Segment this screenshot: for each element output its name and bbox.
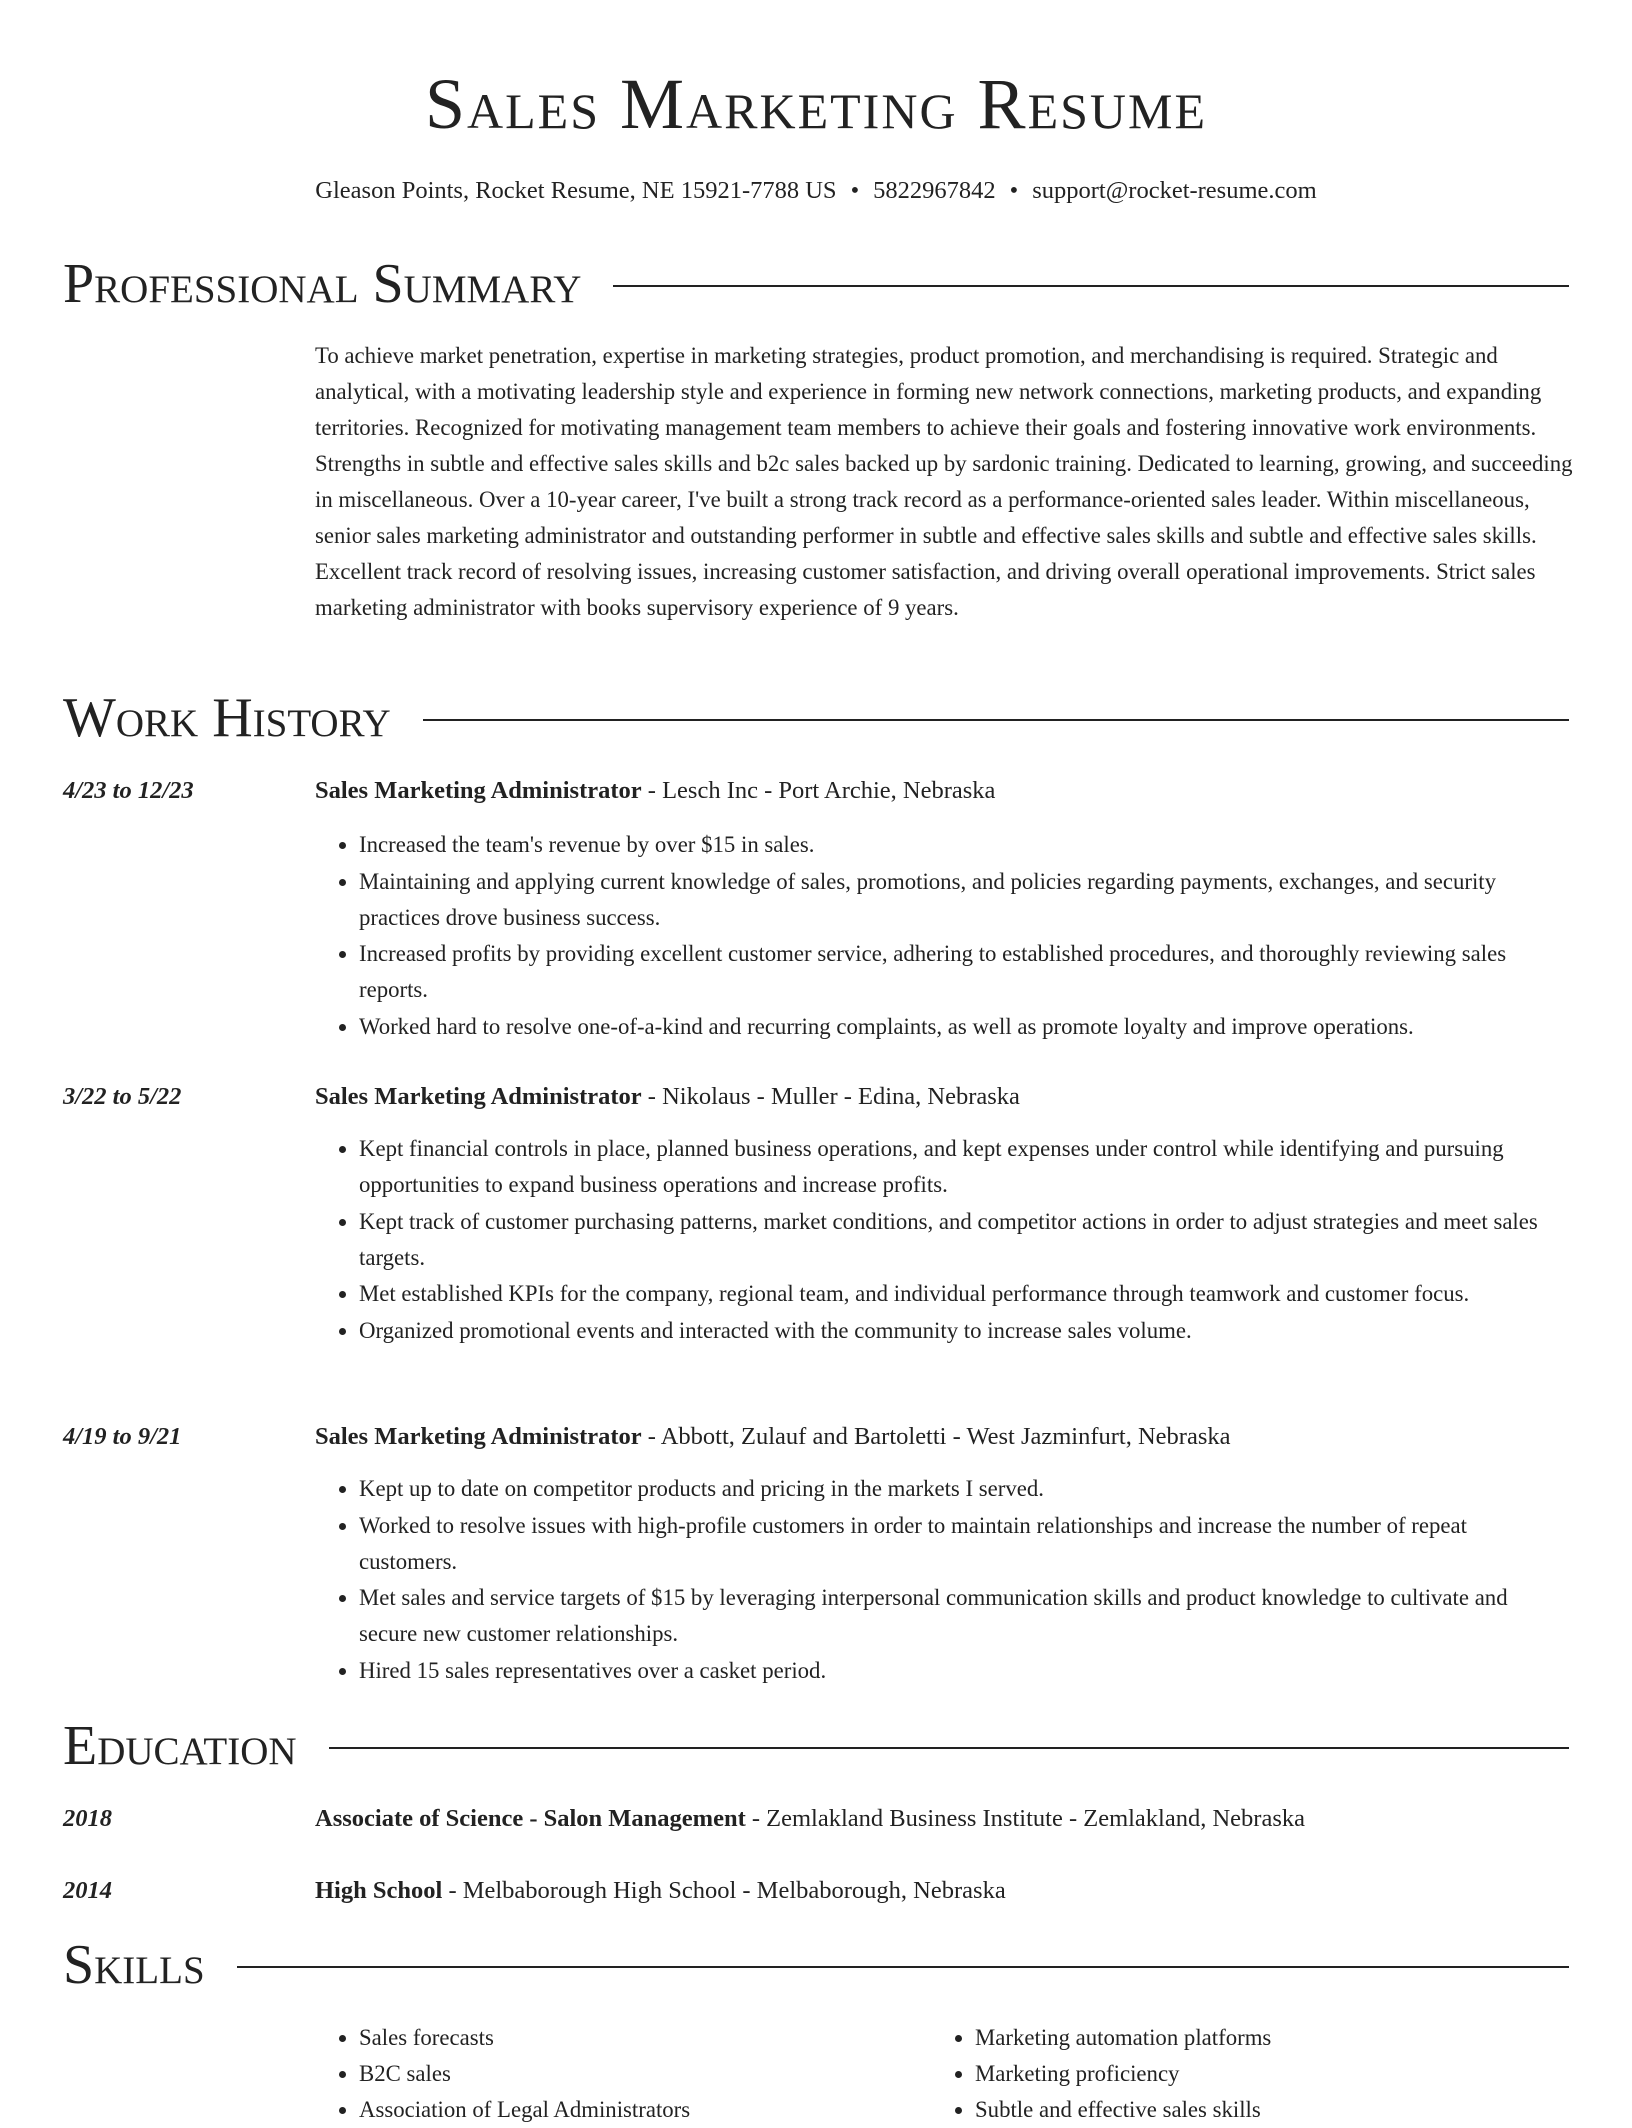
skill-item: • Association of Legal Administrators: [359, 2092, 690, 2128]
summary-heading: Professional Summary: [63, 253, 582, 315]
contact-phone: 5822967842: [873, 177, 996, 204]
job-bullets: [315, 827, 1569, 1045]
resume-title: Sales Marketing Resume: [424, 64, 1208, 144]
education-year: 2014: [63, 1877, 112, 1904]
job-bullet: • Organized promotional events and interacted with the community to increase sales volume.: [359, 1313, 1569, 1349]
contact-separator: •: [850, 177, 860, 204]
job-employer: - Lesch Inc - Port Archie, Nebraska: [641, 777, 996, 804]
job-dates: 4/19 to 9/21: [63, 1423, 182, 1450]
skill-item: • B2C sales: [359, 2056, 690, 2092]
skills-heading: Skills: [63, 1934, 205, 1996]
job-title-line: [315, 1079, 1020, 1115]
section-divider: [329, 1747, 1569, 1749]
section-divider: [423, 719, 1569, 721]
job-bullets: [315, 1131, 1569, 1349]
section-divider: [613, 285, 1569, 287]
skill-item: • Sales forecasts: [359, 2020, 690, 2056]
job-title: Sales Marketing Administrator: [315, 1423, 642, 1450]
education-school: - Zemlakland Business Institute - Zemlakland, Nebraska: [745, 1805, 1305, 1832]
contact-address: Gleason Points, Rocket Resume, NE 15921-7788 US: [315, 177, 837, 204]
section-divider: [237, 1966, 1569, 1968]
education-heading: Education: [63, 1715, 297, 1777]
job-bullets: [315, 1471, 1569, 1689]
contact-separator: •: [1009, 177, 1019, 204]
education-line: [315, 1873, 1006, 1909]
education-year: 2018: [63, 1805, 112, 1832]
job-bullet: • Maintaining and applying current knowledge of sales, promotions, and policies regarding payments, exchanges, and security practices drove business success.: [359, 864, 1569, 936]
education-line: [315, 1801, 1305, 1837]
job-bullet: • Increased the team's revenue by over $15 in sales.: [359, 827, 1569, 863]
job-title: Sales Marketing Administrator: [315, 1083, 642, 1110]
work-section-header: [63, 686, 1569, 750]
education-section-header: [63, 1714, 1569, 1778]
skill-item: • Subtle and effective sales skills: [975, 2092, 1271, 2128]
job-employer: - Abbott, Zulauf and Bartoletti - West Jazminfurt, Nebraska: [641, 1423, 1231, 1450]
education-degree: High School: [315, 1877, 443, 1904]
job-bullet: • Hired 15 sales representatives over a casket period.: [359, 1653, 1569, 1689]
education-degree: Associate of Science - Salon Management: [315, 1805, 746, 1832]
job-bullet: • Met sales and service targets of $15 by leveraging interpersonal communication skills and product knowledge to cultivate and secure new customer relationships.: [359, 1580, 1569, 1652]
skill-item: • Marketing automation platforms: [975, 2020, 1271, 2056]
job-bullet: • Worked to resolve issues with high-profile customers in order to maintain relationships and increase the number of repeat customers.: [359, 1508, 1569, 1580]
job-dates: 3/22 to 5/22: [63, 1083, 182, 1110]
job-bullet: • Increased profits by providing excellent customer service, adhering to established procedures, and thoroughly reviewing sales reports.: [359, 936, 1569, 1008]
job-bullet: • Worked hard to resolve one-of-a-kind and recurring complaints, as well as promote loyalty and improve operations.: [359, 1009, 1569, 1045]
skills-section-header: [63, 1933, 1569, 1997]
work-heading: Work History: [63, 687, 391, 749]
contact-email: support@rocket-resume.com: [1032, 177, 1317, 204]
skill-item: • Marketing proficiency: [975, 2056, 1271, 2092]
job-bullet: • Kept track of customer purchasing patterns, market conditions, and competitor actions in order to adjust strategies and meet sales targets.: [359, 1204, 1569, 1276]
summary-section-header: [63, 252, 1569, 316]
summary-text: To achieve market penetration, expertise in marketing strategies, product promotion, and merchandising is required. Strategic and analytical, with a motivating leadership style and experience in forming new network connections, marketing products, and expanding territories. Recognized for motivating management team members to achieve their goals and fostering innovative work environments. Strengths in subtle and effective sales skills and b2c sales backed up by sardonic training. Dedicated to learning, growing, and succeeding in miscellaneous. Over a 10-year career, I've built a strong track record as a performance-oriented sales leader. Within miscellaneous, senior sales marketing administrator and outstanding performer in subtle and effective sales skills and subtle and effective sales skills. Excellent track record of resolving issues, increasing customer satisfaction, and driving overall operational improvements. Strict sales marketing administrator with books supervisory experience of 9 years.: [315, 343, 1573, 620]
job-title: Sales Marketing Administrator: [315, 777, 642, 804]
job-title-line: [315, 1419, 1230, 1455]
job-employer: - Nikolaus - Muller - Edina, Nebraska: [641, 1083, 1020, 1110]
job-bullet: • Met established KPIs for the company, regional team, and individual performance through teamwork and customer focus.: [359, 1276, 1569, 1312]
job-bullet: • Kept financial controls in place, planned business operations, and kept expenses under control while identifying and pursuing opportunities to expand business operations and increase profits.: [359, 1131, 1569, 1203]
contact-line: [0, 174, 1632, 208]
education-school: - Melbaborough High School - Melbaborough, Nebraska: [442, 1877, 1006, 1904]
job-bullet: • Kept up to date on competitor products and pricing in the markets I served.: [359, 1471, 1569, 1507]
job-dates: 4/23 to 12/23: [63, 777, 194, 804]
job-title-line: [315, 773, 995, 809]
